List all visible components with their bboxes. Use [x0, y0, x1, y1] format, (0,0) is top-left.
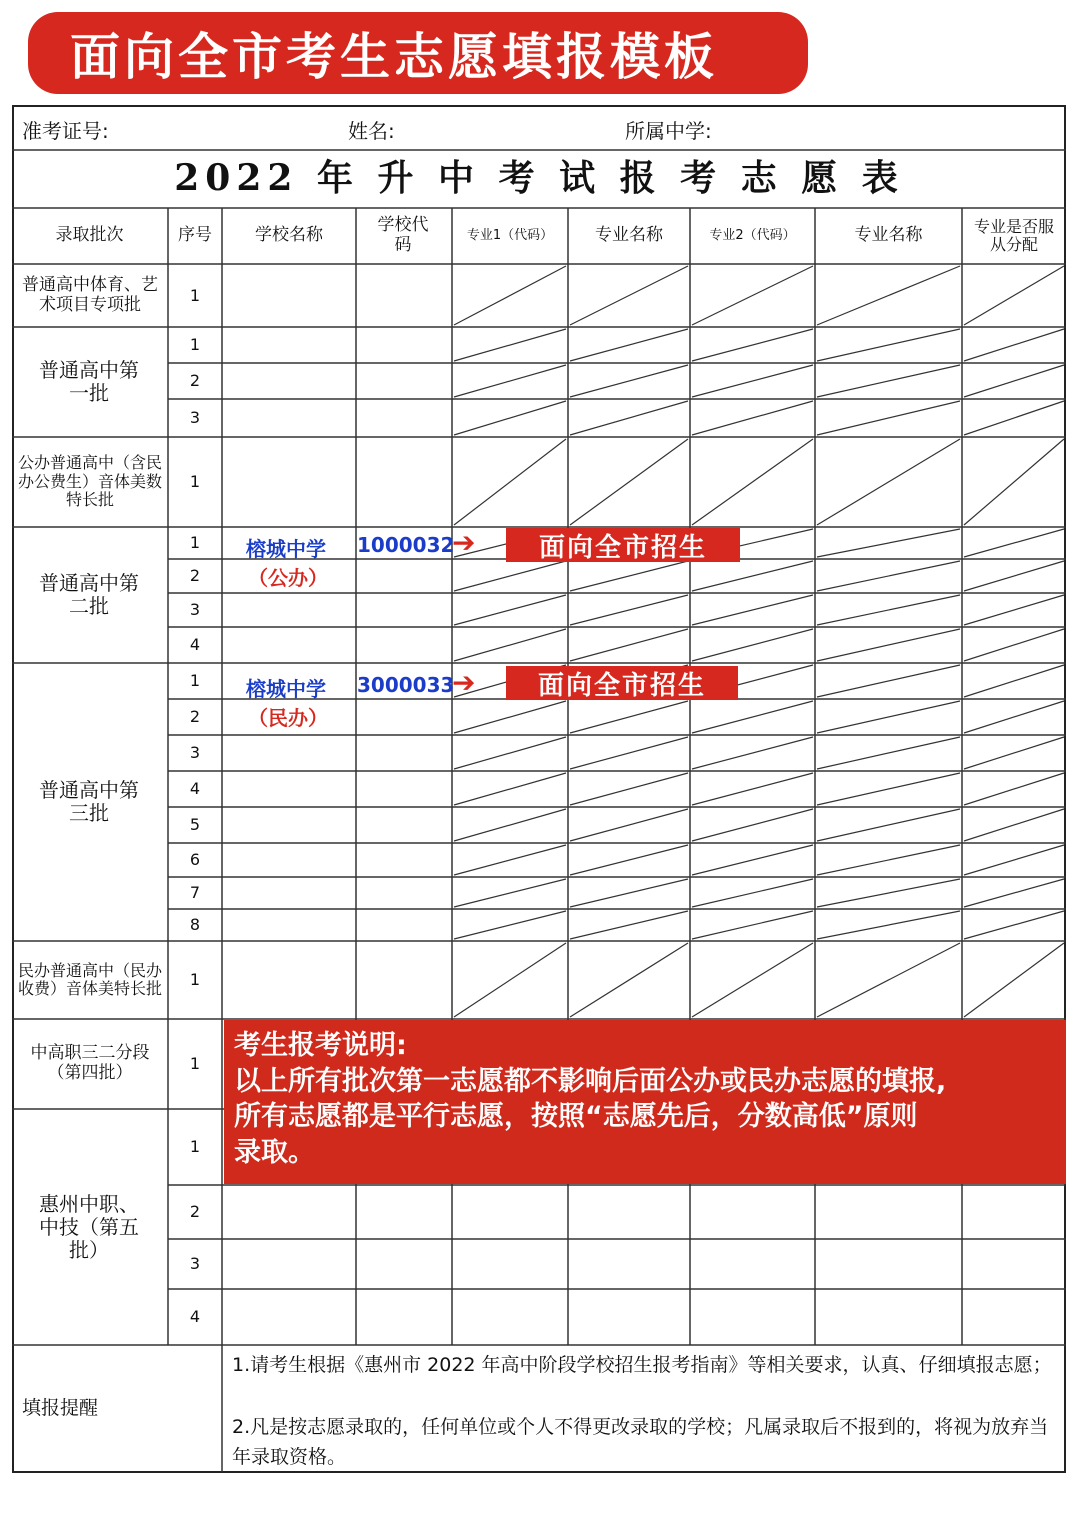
- seq-number: 3: [189, 742, 201, 762]
- diagonal-line: [964, 401, 1064, 435]
- example1-type: （公办）: [248, 566, 328, 590]
- diagonal-line: [454, 401, 566, 435]
- form-title: 2022 年 升 中 考 试 报 考 志 愿 表: [174, 157, 904, 200]
- diagonal-line: [570, 911, 688, 939]
- diagonal-line: [692, 329, 813, 361]
- diagonal-line: [964, 879, 1064, 907]
- diagonal-line: [454, 773, 566, 805]
- diagonal-line: [454, 439, 566, 525]
- seq-number: 8: [189, 914, 201, 934]
- header-major1-name: 专业名称: [595, 225, 663, 246]
- name-label: 姓名:: [348, 119, 395, 143]
- diagonal-line: [964, 561, 1064, 591]
- diagonal-line: [964, 809, 1064, 841]
- batch-special-public: 公办普通高中（含民办公费生）音体美数特长批: [17, 453, 162, 510]
- diagonal-line: [570, 595, 688, 625]
- diagonal-line: [454, 809, 566, 841]
- header-seq: 序号: [178, 225, 212, 246]
- batch-third: 普通高中第三批: [39, 778, 139, 825]
- example1-tag: 面向全市招生: [506, 528, 740, 562]
- batch-fifth: 惠州中职、中技（第五批）: [39, 1191, 139, 1262]
- diagonal-line: [817, 401, 960, 435]
- seq-number: 4: [189, 634, 201, 654]
- diagonal-line: [817, 439, 960, 525]
- diagonal-line: [817, 365, 960, 397]
- diagonal-line: [964, 737, 1064, 769]
- diagonal-line: [570, 329, 688, 361]
- diagonal-line: [692, 773, 813, 805]
- batch-sports-arts: 普通高中体育、艺术项目专项批: [22, 275, 158, 315]
- diagonal-line: [817, 943, 960, 1017]
- diagonal-line: [964, 439, 1064, 525]
- diagonal-line: [817, 561, 960, 591]
- seq-number: 2: [189, 706, 201, 726]
- diagonal-line: [570, 737, 688, 769]
- diagonal-line: [692, 879, 813, 907]
- example2-type: （民办）: [248, 706, 328, 730]
- example2-code: 3000033: [357, 673, 455, 697]
- diagonal-line: [817, 737, 960, 769]
- diagonal-line: [570, 943, 688, 1017]
- diagonal-line: [454, 879, 566, 907]
- diagonal-line: [964, 595, 1064, 625]
- batch-special-private: 民办普通高中（民办收费）音体美特长批: [17, 960, 162, 998]
- header-obey: 专业是否服从分配: [973, 216, 1054, 254]
- diagonal-line: [692, 629, 813, 661]
- diagonal-line: [817, 809, 960, 841]
- seq-number: 3: [189, 599, 201, 619]
- seq-number: 1: [189, 532, 201, 552]
- diagonal-line: [817, 329, 960, 361]
- diagonal-line: [570, 845, 688, 875]
- diagonal-line: [570, 879, 688, 907]
- example1-school: 榕城中学: [246, 537, 326, 561]
- seq-number: 1: [189, 969, 201, 989]
- exam-id-label: 准考证号:: [22, 119, 109, 143]
- seq-number: 1: [189, 334, 201, 354]
- exam-note-box: [224, 1020, 1066, 1184]
- example2-tag: 面向全市招生: [506, 666, 738, 700]
- diagonal-line: [454, 845, 566, 875]
- diagonal-line: [817, 773, 960, 805]
- seq-number: 1: [189, 1136, 201, 1156]
- batch-first: 普通高中第一批: [39, 358, 139, 405]
- note-line: 所有志愿都是平行志愿，按照“志愿先后，分数高低”原则: [234, 1101, 918, 1133]
- diagonal-line: [692, 365, 813, 397]
- batch-second: 普通高中第二批: [39, 571, 139, 618]
- diagonal-line: [454, 629, 566, 661]
- diagonal-line: [454, 365, 566, 397]
- reminder-item-1: 1.请考生根据《惠州市 2022 年高中阶段学校招生报考指南》等相关要求，认真、仔细填报志愿；: [232, 1354, 1052, 1376]
- diagonal-line: [692, 595, 813, 625]
- diagonal-line: [454, 943, 566, 1017]
- diagonal-line: [692, 737, 813, 769]
- diagonal-line: [692, 439, 813, 525]
- diagonal-line: [570, 439, 688, 525]
- diagonal-line: [692, 845, 813, 875]
- school-label: 所属中学:: [625, 119, 712, 143]
- arrow-right-icon: ➔: [452, 666, 476, 699]
- diagonal-line: [964, 329, 1064, 361]
- diagonal-line: [964, 629, 1064, 661]
- diagonal-line: [454, 595, 566, 625]
- diagonal-line: [454, 701, 566, 733]
- diagonal-line: [817, 911, 960, 939]
- diagonal-line: [570, 629, 688, 661]
- seq-number: 2: [189, 565, 201, 585]
- diagonal-line: [570, 701, 688, 733]
- diagonal-line: [692, 266, 813, 325]
- header-school-code: 学校代码: [377, 215, 429, 255]
- diagonal-line: [964, 911, 1064, 939]
- example2-school: 榕城中学: [246, 677, 326, 701]
- arrow-right-icon: ➔: [452, 526, 476, 559]
- seq-number: 2: [189, 370, 201, 390]
- reminder-item-2: 2.凡是按志愿录取的，任何单位或个人不得更改录取的学校；凡属录取后不报到的，将视为放弃当年录取资格。: [232, 1416, 1049, 1468]
- diagonal-line: [964, 943, 1064, 1017]
- header-major2: 专业2（代码）: [709, 227, 796, 243]
- diagonal-line: [964, 701, 1064, 733]
- note-title: 考生报考说明:: [234, 1030, 407, 1061]
- seq-number: 4: [189, 1306, 201, 1326]
- diagonal-line: [692, 701, 813, 733]
- diagonal-line: [454, 911, 566, 939]
- diagonal-line: [817, 266, 960, 325]
- note-line: 以上所有批次第一志愿都不影响后面公办或民办志愿的填报,: [234, 1065, 947, 1097]
- diagonal-line: [817, 629, 960, 661]
- header-major1: 专业1（代码）: [466, 227, 554, 243]
- seq-number: 7: [189, 882, 201, 902]
- diagonal-line: [817, 665, 960, 697]
- diagonal-line: [817, 845, 960, 875]
- diagonal-line: [570, 266, 688, 325]
- diagonal-line: [817, 595, 960, 625]
- diagonal-line: [454, 329, 566, 361]
- diagonal-line: [964, 665, 1064, 697]
- seq-number: 5: [189, 814, 201, 834]
- diagonal-line: [817, 701, 960, 733]
- seq-number: 3: [189, 1253, 201, 1273]
- page-banner: 面向全市考生志愿填报模板: [28, 12, 808, 94]
- diagonal-line: [964, 845, 1064, 875]
- reminder-label: 填报提醒: [22, 1397, 99, 1420]
- header-batch: 录取批次: [55, 225, 124, 246]
- diagonal-line: [692, 561, 813, 591]
- diagonal-line: [692, 943, 813, 1017]
- diagonal-line: [817, 879, 960, 907]
- note-line: 录取。: [234, 1136, 315, 1168]
- diagonal-line: [964, 773, 1064, 805]
- seq-number: 4: [189, 778, 201, 798]
- seq-number: 1: [189, 670, 201, 690]
- diagonal-line: [570, 561, 688, 591]
- seq-number: 1: [189, 285, 201, 305]
- diagonal-line: [692, 401, 813, 435]
- diagonal-line: [817, 529, 960, 557]
- diagonal-line: [570, 809, 688, 841]
- example1-code: 1000032: [357, 533, 455, 557]
- diagonal-line: [454, 737, 566, 769]
- batch-fourth: 中高职三二分段（第四批）: [30, 1043, 150, 1083]
- seq-number: 3: [189, 407, 201, 427]
- header-major2-name: 专业名称: [854, 225, 923, 246]
- diagonal-line: [964, 529, 1064, 557]
- diagonal-line: [692, 809, 813, 841]
- diagonal-line: [454, 266, 566, 325]
- diagonal-line: [570, 401, 688, 435]
- seq-number: 2: [189, 1201, 201, 1221]
- diagonal-line: [692, 911, 813, 939]
- seq-number: 1: [189, 471, 201, 491]
- header-school-name: 学校名称: [255, 225, 323, 246]
- diagonal-line: [964, 266, 1064, 325]
- seq-number: 1: [189, 1053, 201, 1073]
- diagonal-line: [454, 561, 566, 591]
- diagonal-line: [570, 773, 688, 805]
- diagonal-line: [570, 365, 688, 397]
- diagonal-line: [964, 365, 1064, 397]
- seq-number: 6: [189, 849, 201, 869]
